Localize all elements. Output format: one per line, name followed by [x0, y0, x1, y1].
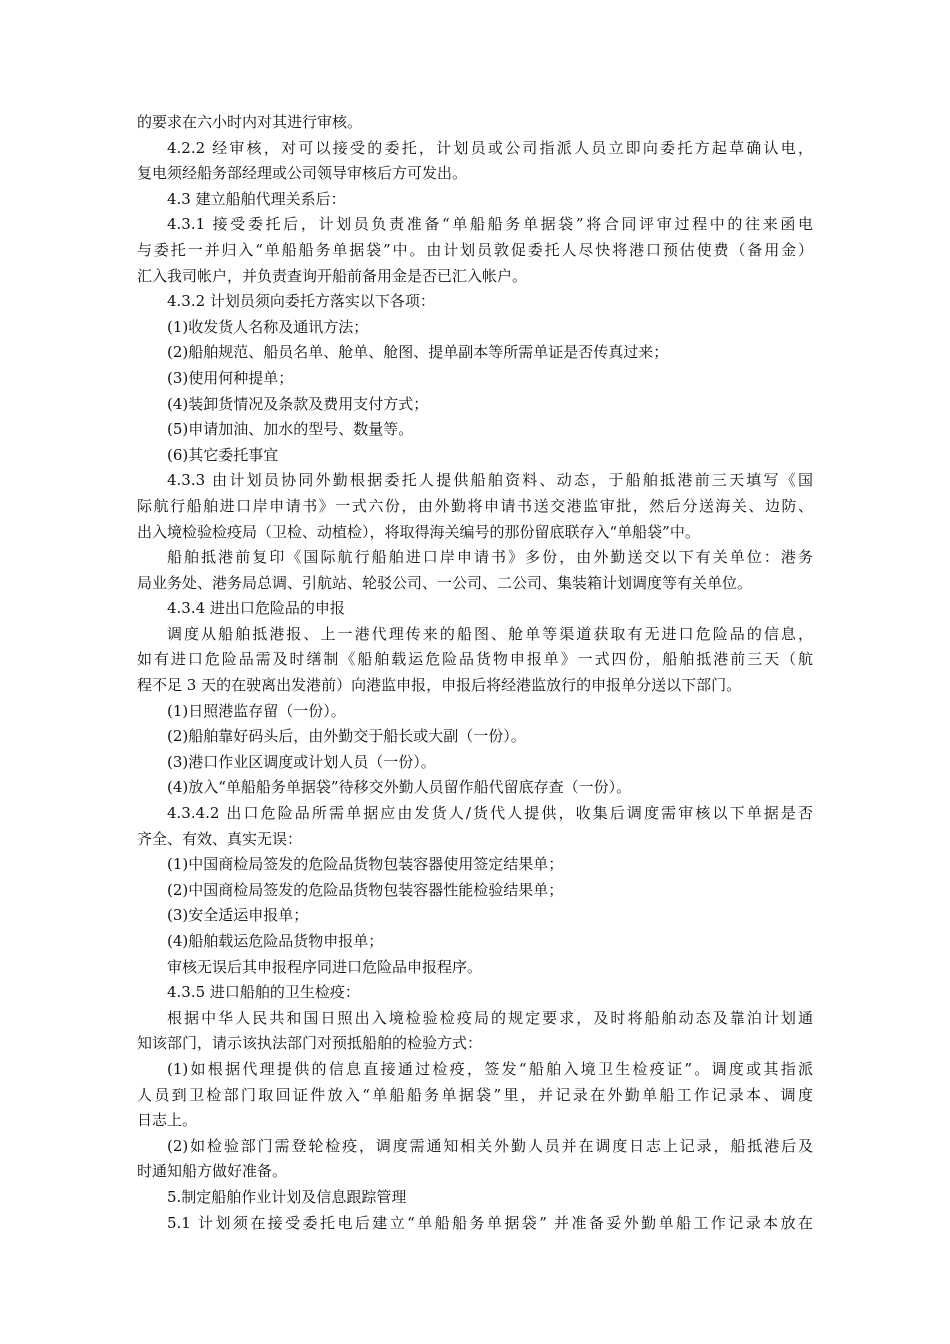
- text-line: 知该部门，请示该执法部门对预抵船舶的检验方式：: [137, 1034, 483, 1053]
- text-line: (2)船舶靠好码头后，由外勤交于船长或大副（一份）。: [167, 727, 526, 746]
- text-line: 的要求在六小时内对其进行审核。: [137, 113, 363, 131]
- text-line: 4.3 建立船舶代理关系后：: [167, 189, 346, 208]
- text-line: (6)其它委托事宜: [167, 445, 279, 464]
- text-line: 审核无误后其申报程序同进口危险品申报程序。: [167, 957, 483, 976]
- text-line: (5)申请加油、加水的型号、数量等。: [167, 420, 414, 439]
- text-line: (1)如根据代理提供的信息直接通过检疫，签发“船舶入境卫生检疫证”。调度或其指派: [167, 1059, 813, 1078]
- text-line: 日志上。: [137, 1111, 198, 1130]
- text-line: 4.3.3 由计划员协同外勤根据委托人提供船舶资料、动态，于船舶抵港前三天填写《国: [167, 471, 813, 490]
- text-line: 调度从船舶抵港报、上一港代理传来的船图、舱单等渠道获取有无进口危险品的信息，: [167, 624, 813, 643]
- text-line: (2)如检验部门需登轮检疫，调度需通知相关外勤人员并在调度日志上记录，船抵港后及: [167, 1136, 813, 1155]
- text-line: (2)船舶规范、船员名单、舱单、舱图、提单副本等所需单证是否传真过来；: [167, 343, 669, 362]
- text-line: (1)中国商检局签发的危险品货物包装容器使用签定结果单；: [167, 855, 564, 874]
- text-line: 4.3.5 进口船舶的卫生检疫：: [167, 983, 360, 1002]
- text-line: 5.制定船舶作业计划及信息跟踪管理: [167, 1187, 407, 1206]
- text-line: (1)日照港监存留（一份）。: [167, 701, 346, 720]
- text-line: 局业务处、港务局总调、引航站、轮驳公司、一公司、二公司、集装箱计划调度等有关单位。: [137, 573, 753, 592]
- text-line: 出入境检验检疫局（卫检、动植检），将取得海关编号的那份留底联存入“单船袋”中。: [137, 522, 700, 541]
- text-line: 4.3.1 接受委托后，计划员负责准备“单船船务单据袋”将合同评审过程中的往来函电: [167, 215, 813, 234]
- text-line: 人员到卫检部门取回证件放入“单船船务单据袋”里，并记录在外勤单船工作记录本、调度: [137, 1085, 813, 1104]
- text-line: (4)装卸货情况及条款及费用支付方式；: [167, 394, 429, 413]
- text-line: 程不足 3 天的在驶离出发港前）向港监申报，申报后将经港监放行的申报单分送以下部门。: [137, 676, 742, 695]
- text-line: 际航行船舶进口岸申请书》一式六份，由外勤将申请书送交港监审批，然后分送海关、边防、: [137, 496, 813, 515]
- text-line: (4)放入“单船船务单据袋”待移交外勤人员留作船代留底存查（一份）。: [167, 778, 632, 797]
- text-line: 船舶抵港前复印《国际航行船舶进口岸申请书》多份，由外勤送交以下有关单位：港务: [167, 548, 813, 567]
- text-line: 5.1 计划须在接受委托电后建立“单船船务单据袋” 并准备妥外勤单船工作记录本放在: [167, 1213, 813, 1232]
- text-line: 4.3.4 进出口危险品的申报: [167, 599, 345, 618]
- text-line: 4.3.4.2 出口危险品所需单据应由发货人/货代人提供，收集后调度需审核以下单据是否: [167, 804, 813, 823]
- text-line: 时通知船方做好准备。: [137, 1162, 288, 1181]
- text-line: 4.2.2 经审核，对可以接受的委托，计划员或公司指派人员立即向委托方起草确认电，: [167, 138, 813, 157]
- document-body: [137, 110, 813, 1236]
- text-line: 4.3.2 计划员须向委托方落实以下各项：: [167, 292, 435, 311]
- text-line: (3)港口作业区调度或计划人员（一份）。: [167, 752, 436, 771]
- text-line: (1)收发货人名称及通讯方法；: [167, 317, 369, 336]
- text-line: (2)中国商检局签发的危险品货物包装容器性能检验结果单；: [167, 880, 564, 899]
- text-line: 齐全、有效、真实无误：: [137, 829, 303, 848]
- text-line: 复电须经船务部经理或公司领导审核后方可发出。: [137, 164, 468, 183]
- text-line: 汇入我司帐户，并负责查询开船前备用金是否已汇入帐户。: [137, 266, 528, 285]
- text-line: (4)船舶载运危险品货物申报单；: [167, 932, 384, 950]
- text-line: 根据中华人民共和国日照出入境检验检疫局的规定要求，及时将船舶动态及靠泊计划通: [167, 1008, 813, 1027]
- text-line: (3)使用何种提单；: [167, 368, 294, 387]
- text-line: 如有进口危险品需及时缮制《船舶载运危险品货物申报单》一式四份，船舶抵港前三天（航: [137, 650, 813, 669]
- text-line: 与委托一并归入“单船船务单据袋”中。由计划员敦促委托人尽快将港口预估使费（备用金）: [137, 240, 813, 259]
- text-line: (3)安全适运申报单；: [167, 906, 309, 925]
